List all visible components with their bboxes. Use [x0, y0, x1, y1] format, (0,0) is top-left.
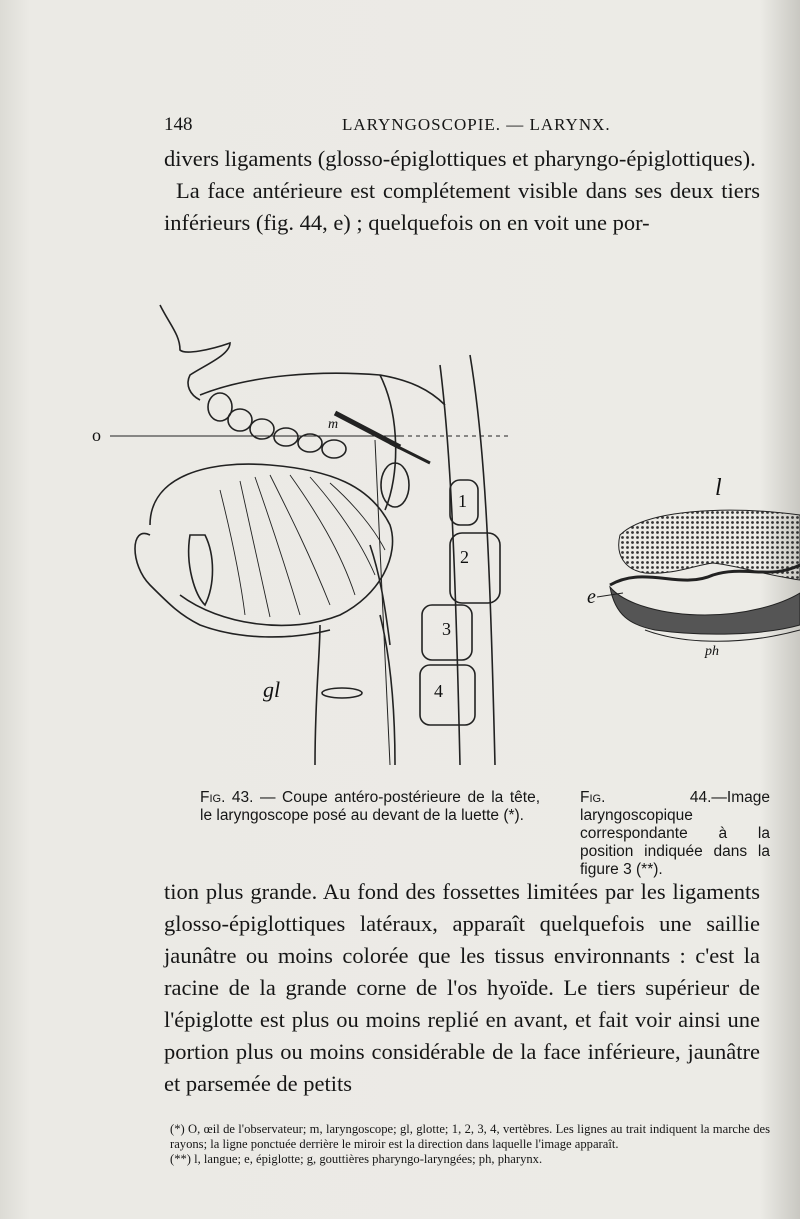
paragraph-anterior-face: La face antérieure est complétement visible dans ses deux tiers inférieurs (fig. 44, e) ; quelquefois on en voit une por-	[164, 178, 760, 235]
larynx-back	[380, 615, 395, 765]
label-l: l	[715, 475, 722, 501]
figure-44-number: Fig. 44.	[580, 789, 712, 806]
tongue	[150, 464, 393, 625]
page-header	[164, 114, 760, 138]
body-text-bottom	[164, 876, 760, 1100]
larynx-front	[315, 625, 320, 765]
body-text-top	[164, 143, 760, 239]
figure-43-caption-text: — Coupe antéro-postérieure de la tête, le laryngoscope posé au devant de la luette (*).	[200, 789, 540, 824]
ray-to-glottis	[375, 440, 390, 765]
upper-teeth	[208, 393, 346, 458]
label-gl: gl	[263, 677, 281, 702]
running-head: LARYNGOSCOPIE. — LARYNX.	[342, 115, 611, 134]
pharynx-back	[470, 355, 495, 765]
figure-44-laryngoscopic-image	[585, 465, 800, 665]
label-o: o	[92, 425, 101, 445]
footnote-fig-43: (*) O, œil de l'observateur; m, laryngoscope; gl, glotte; 1, 2, 3, 4, vertèbres. Les lignes au trait indiquent la marche des rayons; la ligne ponctuée derrière le miroir est la direction dans laquelle l'image apparaît.	[170, 1122, 770, 1151]
lower-tooth	[189, 535, 213, 605]
label-ph: ph	[705, 644, 719, 659]
figure-43-head-section	[90, 295, 520, 775]
footnote-fig-44: (**) l, langue; e, épiglotte; g, gouttières pharyngo-laryngées; ph, pharynx.	[170, 1152, 543, 1166]
figure-44-caption	[580, 789, 770, 879]
paragraph-epiglottis-description: tion plus grande. Au fond des fossettes limitées par les ligaments glosso-épiglottiques latéraux, apparaît quelquefois une saillie jaunâtre ou moins colorée que les tissus environnants : c'est la racine de la grande corne de l'os hyoïde. Le tiers supérieur de l'épiglotte est plus ou moins replié en avant, et fait voir ainsi une portion plus ou moins considérable de la face inférieure, jaunâtre et parsemée de petits	[164, 879, 760, 1096]
figure-43-caption	[200, 789, 540, 825]
footnotes	[170, 1122, 770, 1167]
lower-jaw	[135, 533, 330, 637]
vertebra-2	[450, 533, 500, 603]
laryngoscope-handle	[335, 413, 400, 447]
palate	[200, 373, 445, 405]
face-profile	[160, 305, 230, 400]
label-e: e	[587, 586, 596, 608]
paragraph-continuation: divers ligaments (glosso-épiglottiques et pharyngo-épiglottiques).	[164, 146, 756, 171]
glottis	[322, 688, 362, 698]
label-vertebra-3: 3	[442, 619, 451, 639]
figure-43-number: Fig. 43.	[200, 789, 254, 806]
vertebrae	[420, 480, 500, 725]
label-m: m	[328, 417, 339, 432]
epiglottis	[370, 545, 390, 645]
tongue-fibers	[220, 475, 385, 617]
figure-44-caption-text: —Image laryngoscopique correspondante à la position indiquée dans la figure 3 (**).	[580, 789, 770, 878]
label-vertebra-1: 1	[458, 491, 467, 511]
page-number: 148	[164, 114, 193, 135]
label-vertebra-2: 2	[460, 547, 469, 567]
vertebra-4	[420, 665, 475, 725]
label-vertebra-4: 4	[434, 681, 443, 701]
pharyngeal-grooves	[610, 587, 800, 634]
tongue-surface	[619, 510, 800, 580]
